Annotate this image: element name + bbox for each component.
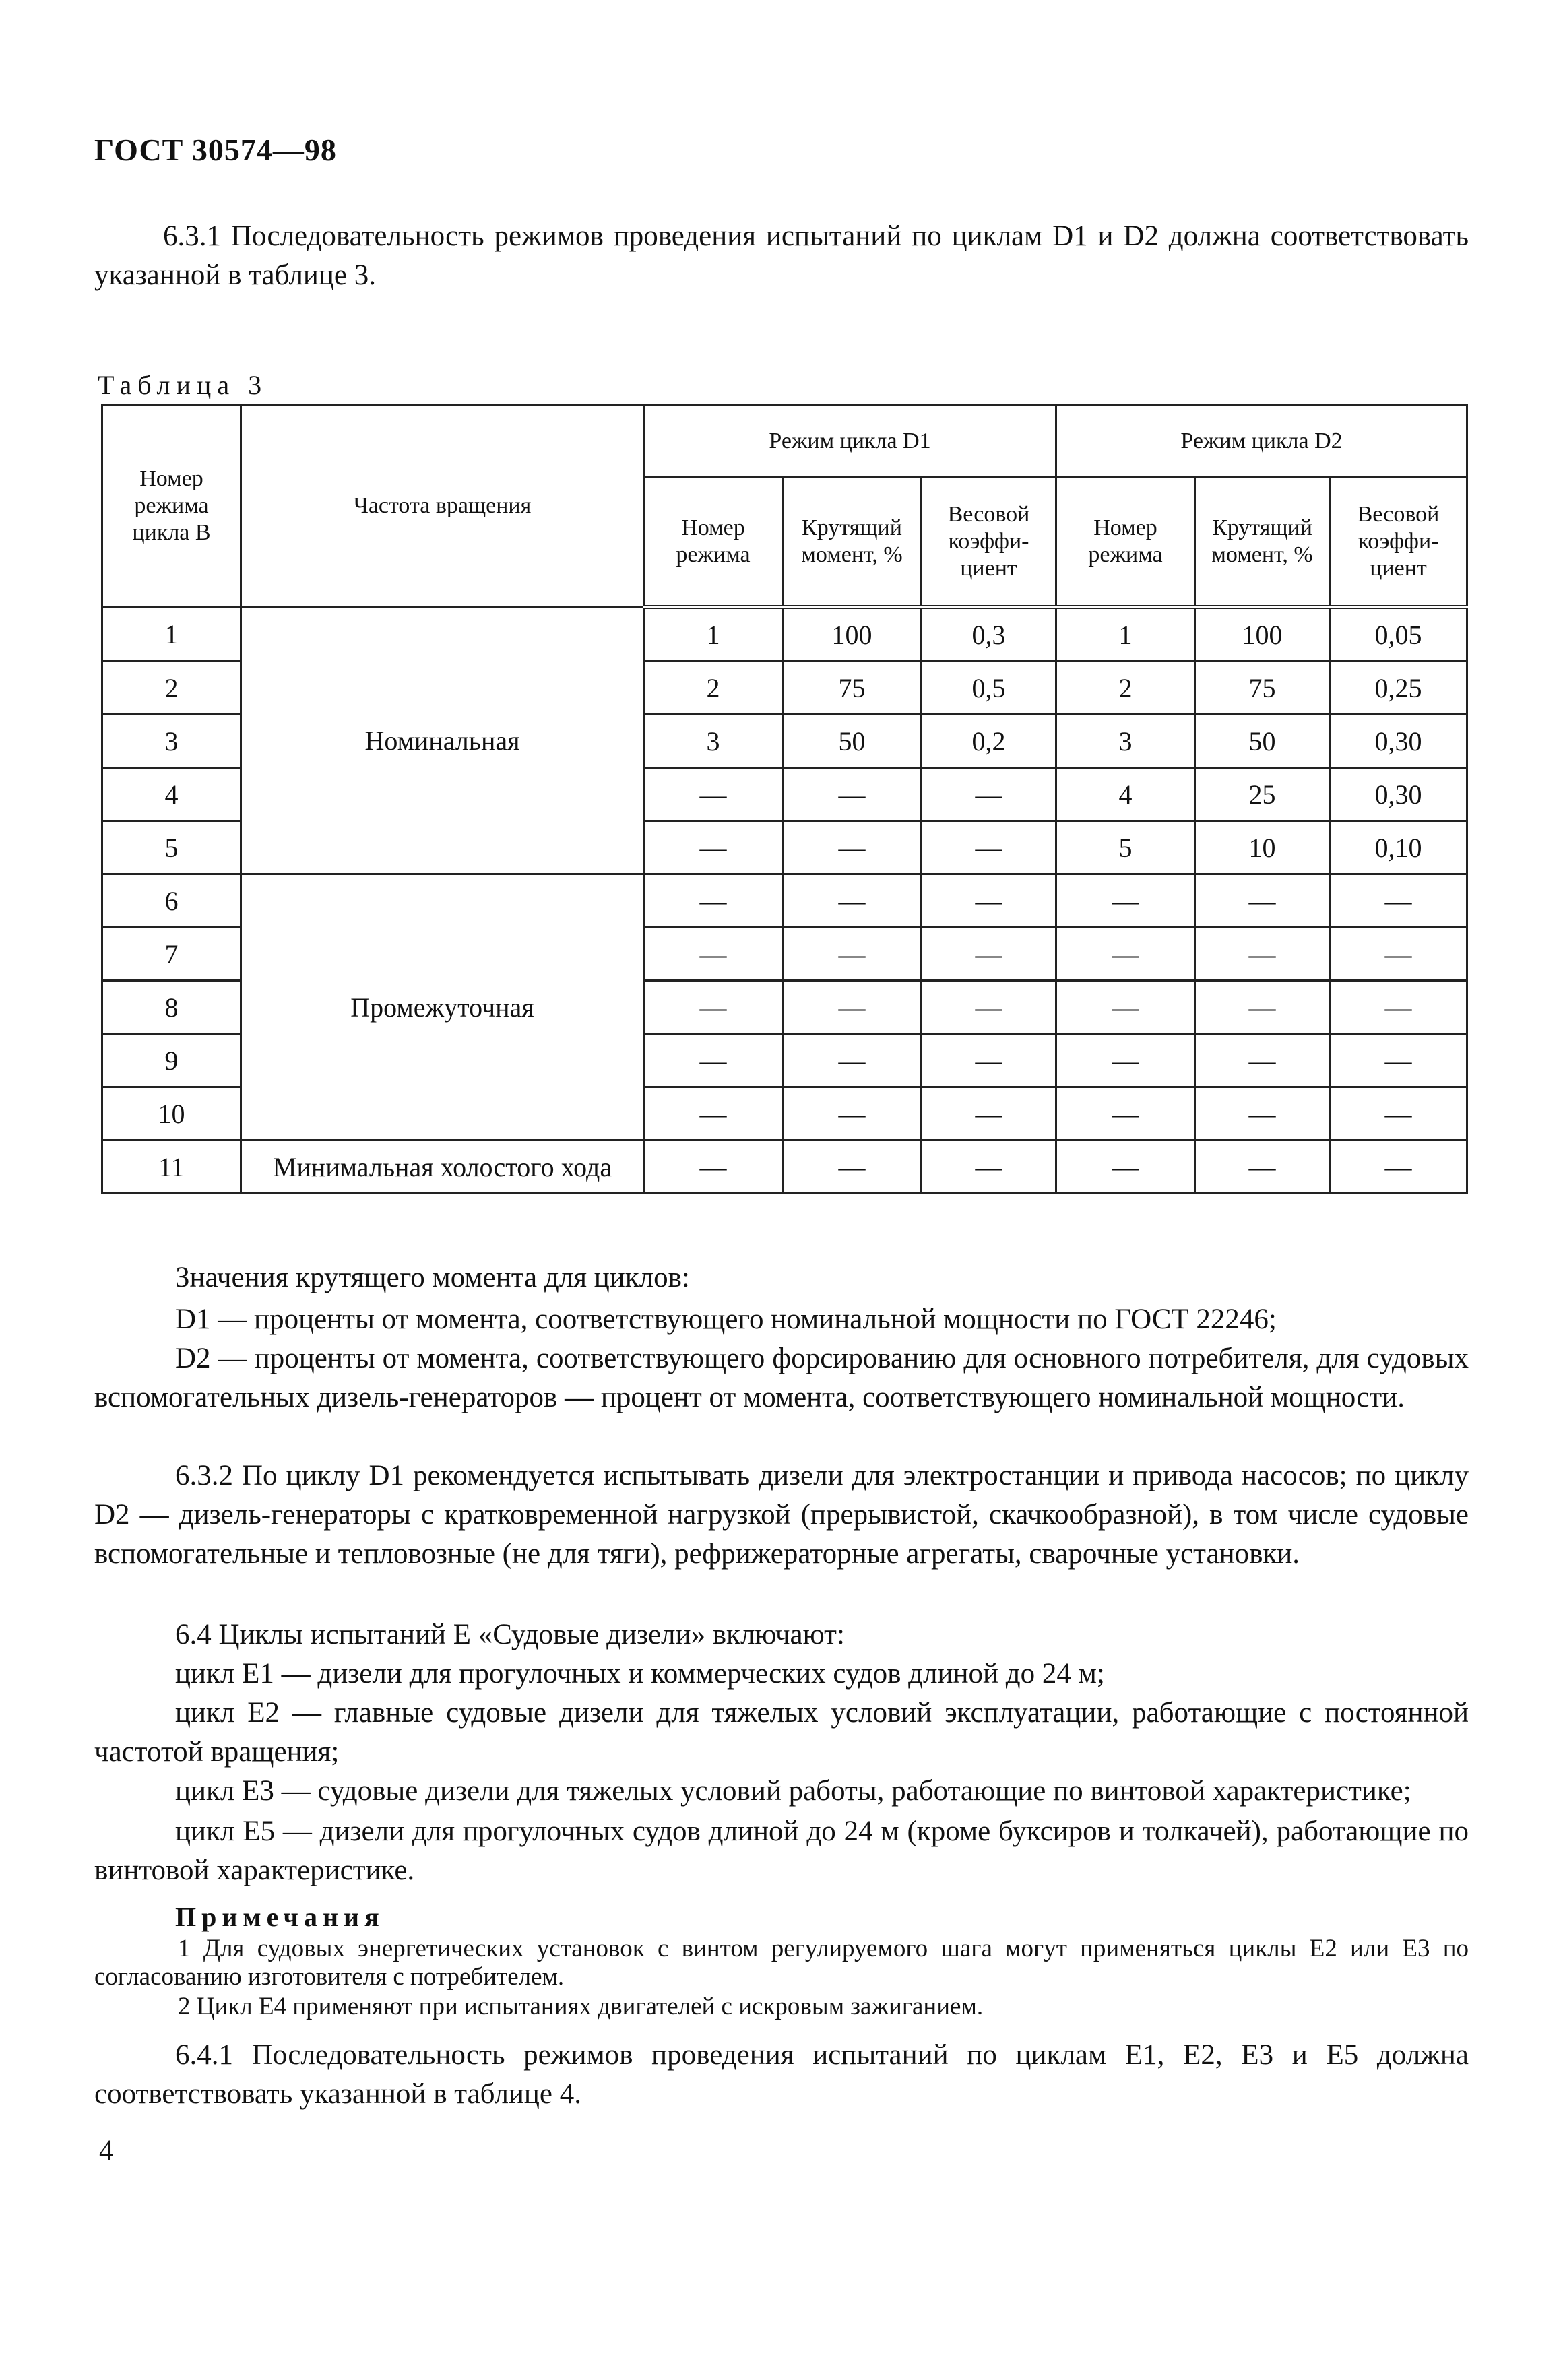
cell-d2-torque: — bbox=[1195, 874, 1330, 928]
cell-d2-mode: — bbox=[1056, 928, 1195, 981]
cell-d1-torque: — bbox=[783, 768, 922, 821]
cell-d1-weight: 0,5 bbox=[922, 662, 1056, 715]
cell-d2-weight: — bbox=[1330, 928, 1467, 981]
note-1: 1 Для судовых энергетических установок с винтом регулируемого шага могут применяться циклы Е2 или Е3 по согласованию изготовителя с потребителем. bbox=[94, 1935, 1469, 1991]
cell-d2-torque: — bbox=[1195, 928, 1330, 981]
table-3 bbox=[101, 404, 1468, 1194]
table-caption: Таблица 3 bbox=[98, 370, 268, 400]
cell-b: 10 bbox=[102, 1087, 241, 1140]
cell-b: 4 bbox=[102, 768, 241, 821]
header-speed: Частота вращения bbox=[241, 406, 644, 608]
cell-d1-mode: 3 bbox=[644, 715, 783, 768]
cell-d1-torque: — bbox=[783, 981, 922, 1034]
cell-d2-mode: — bbox=[1056, 981, 1195, 1034]
cell-d2-torque: 75 bbox=[1195, 662, 1330, 715]
cell-b: 8 bbox=[102, 981, 241, 1034]
cycle-e2: цикл Е2 — главные судовые дизели для тяжелых условий эксплуатации, работающие с постоянной частотой вращения; bbox=[94, 1697, 1469, 1768]
d2-definition: D2 — проценты от момента, соответствующего форсированию для основного потребителя, для судовых вспомогательных дизель-генераторов — процент от момента, соответствующего номинальной мощности. bbox=[94, 1343, 1469, 1413]
cell-d2-mode: 4 bbox=[1056, 768, 1195, 821]
cell-d1-torque: — bbox=[783, 1034, 922, 1087]
cell-speed-idle: Минимальная холостого хода bbox=[241, 1140, 644, 1194]
cell-d1-mode: — bbox=[644, 821, 783, 874]
cell-b: 2 bbox=[102, 662, 241, 715]
cell-d1-mode: 2 bbox=[644, 662, 783, 715]
cell-d1-torque: 50 bbox=[783, 715, 922, 768]
cell-d2-weight: — bbox=[1330, 981, 1467, 1034]
cell-d1-weight: — bbox=[922, 1034, 1056, 1087]
header-group-d1: Режим цикла D1 bbox=[644, 406, 1056, 478]
cell-speed-nominal: Номинальная bbox=[241, 607, 644, 874]
cell-d2-torque: 100 bbox=[1195, 607, 1330, 662]
cell-speed-intermediate: Промежуточная bbox=[241, 874, 644, 1140]
cell-d2-mode: 5 bbox=[1056, 821, 1195, 874]
cell-d1-torque: 100 bbox=[783, 607, 922, 662]
cell-d2-mode: 1 bbox=[1056, 607, 1195, 662]
cell-d2-weight: — bbox=[1330, 874, 1467, 928]
table-row bbox=[102, 607, 1467, 662]
cell-d2-torque: — bbox=[1195, 1087, 1330, 1140]
cell-d1-mode: — bbox=[644, 928, 783, 981]
cell-d1-weight: — bbox=[922, 821, 1056, 874]
cell-d1-weight: 0,2 bbox=[922, 715, 1056, 768]
header-d2-torque: Крутящий момент, % bbox=[1195, 478, 1330, 608]
cell-d1-mode: — bbox=[644, 1140, 783, 1194]
paragraph-6-3-2: 6.3.2 По циклу D1 рекомендуется испытывать дизели для электростанции и привода насосов; по циклу D2 — дизель-генераторы с кратковременной нагрузкой (прерывистой, скачкообразной), в том числе судовые вспомогательные и тепловозные (не для тяги), рефрижераторные агрегаты, сварочные установки. bbox=[94, 1460, 1469, 1570]
cell-d2-mode: — bbox=[1056, 1034, 1195, 1087]
header-d1-mode: Номер режима bbox=[644, 478, 783, 608]
cell-d1-torque: — bbox=[783, 821, 922, 874]
cell-d2-torque: — bbox=[1195, 1140, 1330, 1194]
cell-d1-weight: — bbox=[922, 768, 1056, 821]
paragraph-6-4: 6.4 Циклы испытаний Е «Судовые дизели» включают: bbox=[175, 1619, 845, 1650]
cell-b: 7 bbox=[102, 928, 241, 981]
cell-b: 9 bbox=[102, 1034, 241, 1087]
header-d1-torque: Крутящий момент, % bbox=[783, 478, 922, 608]
header-d1-weight: Весовой коэффи-циент bbox=[922, 478, 1056, 608]
header-mode-b: Номер режима цикла В bbox=[102, 406, 241, 608]
cell-d2-torque: — bbox=[1195, 1034, 1330, 1087]
cell-d2-mode: 2 bbox=[1056, 662, 1195, 715]
cell-d2-weight: 0,10 bbox=[1330, 821, 1467, 874]
note-2: 2 Цикл Е4 применяют при испытаниях двигателей с искровым зажиганием. bbox=[178, 1993, 984, 2020]
notes-title: Примечания bbox=[175, 1902, 385, 1932]
d1-definition: D1 — проценты от момента, соответствующего номинальной мощности по ГОСТ 22246; bbox=[175, 1304, 1277, 1335]
cell-d1-torque: — bbox=[783, 1087, 922, 1140]
cell-d1-mode: — bbox=[644, 874, 783, 928]
cell-d2-weight: 0,25 bbox=[1330, 662, 1467, 715]
cell-b: 6 bbox=[102, 874, 241, 928]
cycle-e1: цикл Е1 — дизели для прогулочных и коммерческих судов длиной до 24 м; bbox=[175, 1658, 1105, 1690]
cell-b: 11 bbox=[102, 1140, 241, 1194]
cell-d1-weight: 0,3 bbox=[922, 607, 1056, 662]
cell-d1-torque: — bbox=[783, 928, 922, 981]
cell-d2-torque: 10 bbox=[1195, 821, 1330, 874]
cell-d1-mode: — bbox=[644, 981, 783, 1034]
cell-d2-weight: 0,05 bbox=[1330, 607, 1467, 662]
cell-d1-torque: — bbox=[783, 1140, 922, 1194]
table-row bbox=[102, 874, 1467, 928]
cell-d2-mode: — bbox=[1056, 1140, 1195, 1194]
cell-d2-weight: 0,30 bbox=[1330, 715, 1467, 768]
header-group-d2: Режим цикла D2 bbox=[1056, 406, 1467, 478]
cycle-e3: цикл Е3 — судовые дизели для тяжелых условий работы, работающие по винтовой характеристике; bbox=[175, 1775, 1411, 1807]
paragraph-6-4-1: 6.4.1 Последовательность режимов проведения испытаний по циклам Е1, Е2, Е3 и Е5 должна соответствовать указанной в таблице 4. bbox=[94, 2039, 1469, 2110]
cell-d2-weight: — bbox=[1330, 1087, 1467, 1140]
cell-d2-torque: 25 bbox=[1195, 768, 1330, 821]
page-number: 4 bbox=[99, 2135, 114, 2166]
cell-d2-mode: — bbox=[1056, 1087, 1195, 1140]
cell-d1-weight: — bbox=[922, 1140, 1056, 1194]
cycle-e5: цикл Е5 — дизели для прогулочных судов длиной до 24 м (кроме буксиров и толкачей), работающие по винтовой характеристике. bbox=[94, 1815, 1469, 1886]
torque-values-heading: Значения крутящего момента для циклов: bbox=[175, 1262, 690, 1293]
header-d2-weight: Весовой коэффи-циент bbox=[1330, 478, 1467, 608]
cell-d2-torque: — bbox=[1195, 981, 1330, 1034]
cell-d1-mode: — bbox=[644, 1087, 783, 1140]
cell-d2-weight: — bbox=[1330, 1034, 1467, 1087]
cell-d1-torque: — bbox=[783, 874, 922, 928]
header-d2-mode: Номер режима bbox=[1056, 478, 1195, 608]
cell-b: 1 bbox=[102, 607, 241, 662]
cell-d2-mode: 3 bbox=[1056, 715, 1195, 768]
document-header: ГОСТ 30574—98 bbox=[94, 133, 337, 167]
cell-d2-mode: — bbox=[1056, 874, 1195, 928]
cell-d1-weight: — bbox=[922, 1087, 1056, 1140]
cell-d1-mode: 1 bbox=[644, 607, 783, 662]
cell-d2-weight: — bbox=[1330, 1140, 1467, 1194]
intro-paragraph: 6.3.1 Последовательность режимов проведения испытаний по циклам D1 и D2 должна соответствовать указанной в таблице 3. bbox=[94, 220, 1469, 291]
table-row bbox=[102, 1140, 1467, 1194]
cell-d1-weight: — bbox=[922, 874, 1056, 928]
cell-d1-torque: 75 bbox=[783, 662, 922, 715]
cell-d1-mode: — bbox=[644, 768, 783, 821]
cell-b: 3 bbox=[102, 715, 241, 768]
cell-b: 5 bbox=[102, 821, 241, 874]
cell-d1-mode: — bbox=[644, 1034, 783, 1087]
cell-d1-weight: — bbox=[922, 928, 1056, 981]
cell-d2-weight: 0,30 bbox=[1330, 768, 1467, 821]
cell-d2-torque: 50 bbox=[1195, 715, 1330, 768]
cell-d1-weight: — bbox=[922, 981, 1056, 1034]
